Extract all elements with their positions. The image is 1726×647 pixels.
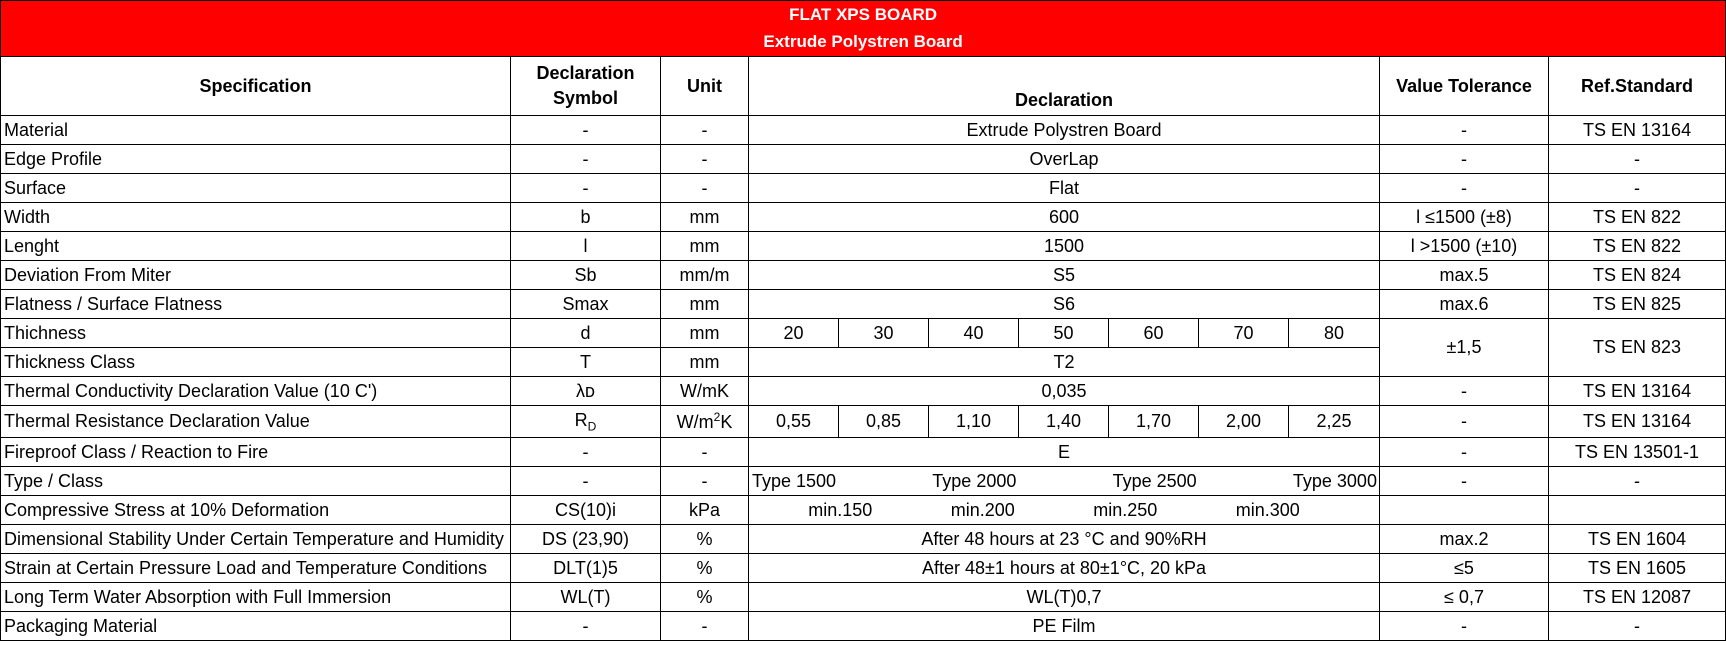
cell-spec: Thermal Resistance Declaration Value [1,406,511,438]
cell-declaration [749,496,1380,525]
header-unit: Unit [661,57,749,116]
cell-spec: Fireproof Class / Reaction to Fire [1,438,511,467]
cell-thickness-value: 50 [1019,319,1109,348]
cell-declaration [749,467,1380,496]
cell-symbol: DS (23,90) [511,525,661,554]
cell-unit: - [661,116,749,145]
cell-tolerance [1380,496,1549,525]
cell-symbol: l [511,232,661,261]
cell-standard: TS EN 12087 [1549,583,1726,612]
cell-tolerance: ≤ 0,7 [1380,583,1549,612]
cell-declaration: S6 [749,290,1380,319]
cell-spec: Flatness / Surface Flatness [1,290,511,319]
cell-standard: TS EN 1605 [1549,554,1726,583]
cell-symbol: d [511,319,661,348]
type-value: Type 2000 [932,470,1017,491]
cell-declaration: WL(T)0,7 [749,583,1380,612]
table-row-type [1,467,1726,496]
cell-thickness-value: 30 [839,319,929,348]
cell-declaration: T2 [749,348,1380,377]
cell-symbol: WL(T) [511,583,661,612]
table-row-conductivity [1,377,1726,406]
cell-spec: Compressive Stress at 10% Deformation [1,496,511,525]
header-symbol-line1: Declaration [536,63,635,83]
unit-end: K [720,412,733,432]
cell-unit: - [661,438,749,467]
cell-thickness-value: 60 [1109,319,1199,348]
cell-unit: - [661,145,749,174]
cell-symbol [511,406,661,438]
cell-tolerance: - [1380,116,1549,145]
cell-spec: Width [1,203,511,232]
cell-unit: mm [661,290,749,319]
symbol-sub: D [587,419,597,434]
header-declaration: Declaration [749,57,1380,116]
cell-tolerance: - [1380,438,1549,467]
type-value: Type 2500 [1112,470,1197,491]
cell-spec: Type / Class [1,467,511,496]
cell-standard: TS EN 13164 [1549,377,1726,406]
cell-declaration: S5 [749,261,1380,290]
table-row-flatness [1,290,1726,319]
cell-spec: Thickness Class [1,348,511,377]
cell-standard: TS EN 1604 [1549,525,1726,554]
header-tolerance: Value Tolerance [1380,57,1549,116]
cell-standard [1549,496,1726,525]
title-row [1,1,1726,29]
table-row-dimensional [1,525,1726,554]
cell-symbol: Smax [511,290,661,319]
table-row-miter [1,261,1726,290]
cell-declaration: 0,035 [749,377,1380,406]
cell-thickness-value: 20 [749,319,839,348]
cell-unit [661,406,749,438]
cell-tolerance: - [1380,467,1549,496]
compressive-value: min.150 [808,499,873,520]
cell-standard: TS EN 13164 [1549,406,1726,438]
cell-standard: TS EN 822 [1549,203,1726,232]
type-value: Type 1500 [752,470,837,491]
cell-declaration: Flat [749,174,1380,203]
cell-resistance-value: 1,10 [929,406,1019,438]
cell-thickness-value: 80 [1289,319,1380,348]
cell-tolerance: - [1380,174,1549,203]
unit-sup: 2 [713,410,721,424]
table-row-surface [1,174,1726,203]
table-row-fire [1,438,1726,467]
cell-symbol: λᴅ [511,377,661,406]
cell-symbol: - [511,612,661,641]
cell-symbol: - [511,438,661,467]
cell-unit: % [661,554,749,583]
header-standard: Ref.Standard [1549,57,1726,116]
cell-spec: Dimensional Stability Under Certain Temperature and Humidity [1,525,511,554]
cell-tolerance: max.5 [1380,261,1549,290]
compressive-value: min.300 [1235,499,1300,520]
cell-resistance-value: 1,40 [1019,406,1109,438]
cell-spec: Edge Profile [1,145,511,174]
cell-resistance-value: 2,00 [1199,406,1289,438]
compressive-value: min.250 [1093,499,1158,520]
compressive-value: min.200 [950,499,1015,520]
cell-unit: - [661,612,749,641]
cell-spec: Material [1,116,511,145]
table-subtitle: Extrude Polystren Board [1,28,1726,57]
table-title: FLAT XPS BOARD [1,1,1726,29]
table-row-resistance [1,406,1726,438]
cell-unit: W/mK [661,377,749,406]
cell-tolerance: max.6 [1380,290,1549,319]
cell-tolerance: - [1380,612,1549,641]
cell-standard: TS EN 824 [1549,261,1726,290]
table-row-edge [1,145,1726,174]
cell-spec: Lenght [1,232,511,261]
table-row-compressive [1,496,1726,525]
cell-declaration: Extrude Polystren Board [749,116,1380,145]
cell-unit: mm [661,203,749,232]
cell-standard: TS EN 13164 [1549,116,1726,145]
cell-resistance-value: 1,70 [1109,406,1199,438]
cell-tolerance: ±1,5 [1380,319,1549,377]
cell-spec: Deviation From Miter [1,261,511,290]
cell-spec: Surface [1,174,511,203]
cell-tolerance: - [1380,377,1549,406]
cell-unit: % [661,583,749,612]
unit-main: W/m [676,412,714,432]
cell-resistance-value: 0,85 [839,406,929,438]
cell-declaration: PE Film [749,612,1380,641]
cell-declaration: 1500 [749,232,1380,261]
cell-symbol: DLT(1)5 [511,554,661,583]
cell-thickness-value: 40 [929,319,1019,348]
cell-standard: - [1549,145,1726,174]
cell-declaration: E [749,438,1380,467]
cell-standard: - [1549,467,1726,496]
cell-standard: TS EN 822 [1549,232,1726,261]
cell-symbol: Sb [511,261,661,290]
subtitle-row [1,28,1726,57]
table-row-thickness [1,319,1726,348]
symbol-main: R [574,409,588,430]
cell-resistance-value: 0,55 [749,406,839,438]
cell-tolerance: l ≤1500 (±8) [1380,203,1549,232]
cell-symbol: b [511,203,661,232]
cell-unit: - [661,174,749,203]
cell-unit: % [661,525,749,554]
cell-spec: Strain at Certain Pressure Load and Temperature Conditions [1,554,511,583]
cell-spec: Packaging Material [1,612,511,641]
header-symbol [511,57,661,116]
cell-spec: Long Term Water Absorption with Full Immersion [1,583,511,612]
cell-tolerance: l >1500 (±10) [1380,232,1549,261]
cell-symbol: T [511,348,661,377]
cell-symbol: - [511,174,661,203]
cell-unit: mm [661,232,749,261]
cell-standard: - [1549,174,1726,203]
header-specification: Specification [1,57,511,116]
cell-unit: - [661,467,749,496]
cell-unit: mm/m [661,261,749,290]
table-row-packaging [1,612,1726,641]
cell-tolerance: max.2 [1380,525,1549,554]
cell-declaration: After 48±1 hours at 80±1°C, 20 kPa [749,554,1380,583]
cell-standard: TS EN 825 [1549,290,1726,319]
type-value: Type 3000 [1292,470,1377,491]
cell-spec: Thermal Conductivity Declaration Value (10 C') [1,377,511,406]
cell-symbol: - [511,467,661,496]
cell-symbol: - [511,116,661,145]
cell-declaration: OverLap [749,145,1380,174]
cell-spec: Thichness [1,319,511,348]
cell-unit: mm [661,348,749,377]
cell-unit: mm [661,319,749,348]
cell-thickness-value: 70 [1199,319,1289,348]
cell-tolerance: ≤5 [1380,554,1549,583]
cell-standard: TS EN 823 [1549,319,1726,377]
cell-standard: - [1549,612,1726,641]
cell-declaration: 600 [749,203,1380,232]
cell-declaration: After 48 hours at 23 °C and 90%RH [749,525,1380,554]
cell-unit: kPa [661,496,749,525]
header-row [1,57,1726,116]
cell-resistance-value: 2,25 [1289,406,1380,438]
header-symbol-line2: Symbol [552,88,618,108]
table-row-strain [1,554,1726,583]
cell-tolerance: - [1380,145,1549,174]
cell-symbol: - [511,145,661,174]
cell-symbol: CS(10)i [511,496,661,525]
table-row-width [1,203,1726,232]
cell-tolerance: - [1380,406,1549,438]
cell-standard: TS EN 13501-1 [1549,438,1726,467]
table-row-water [1,583,1726,612]
table-row-length [1,232,1726,261]
table-row-material [1,116,1726,145]
